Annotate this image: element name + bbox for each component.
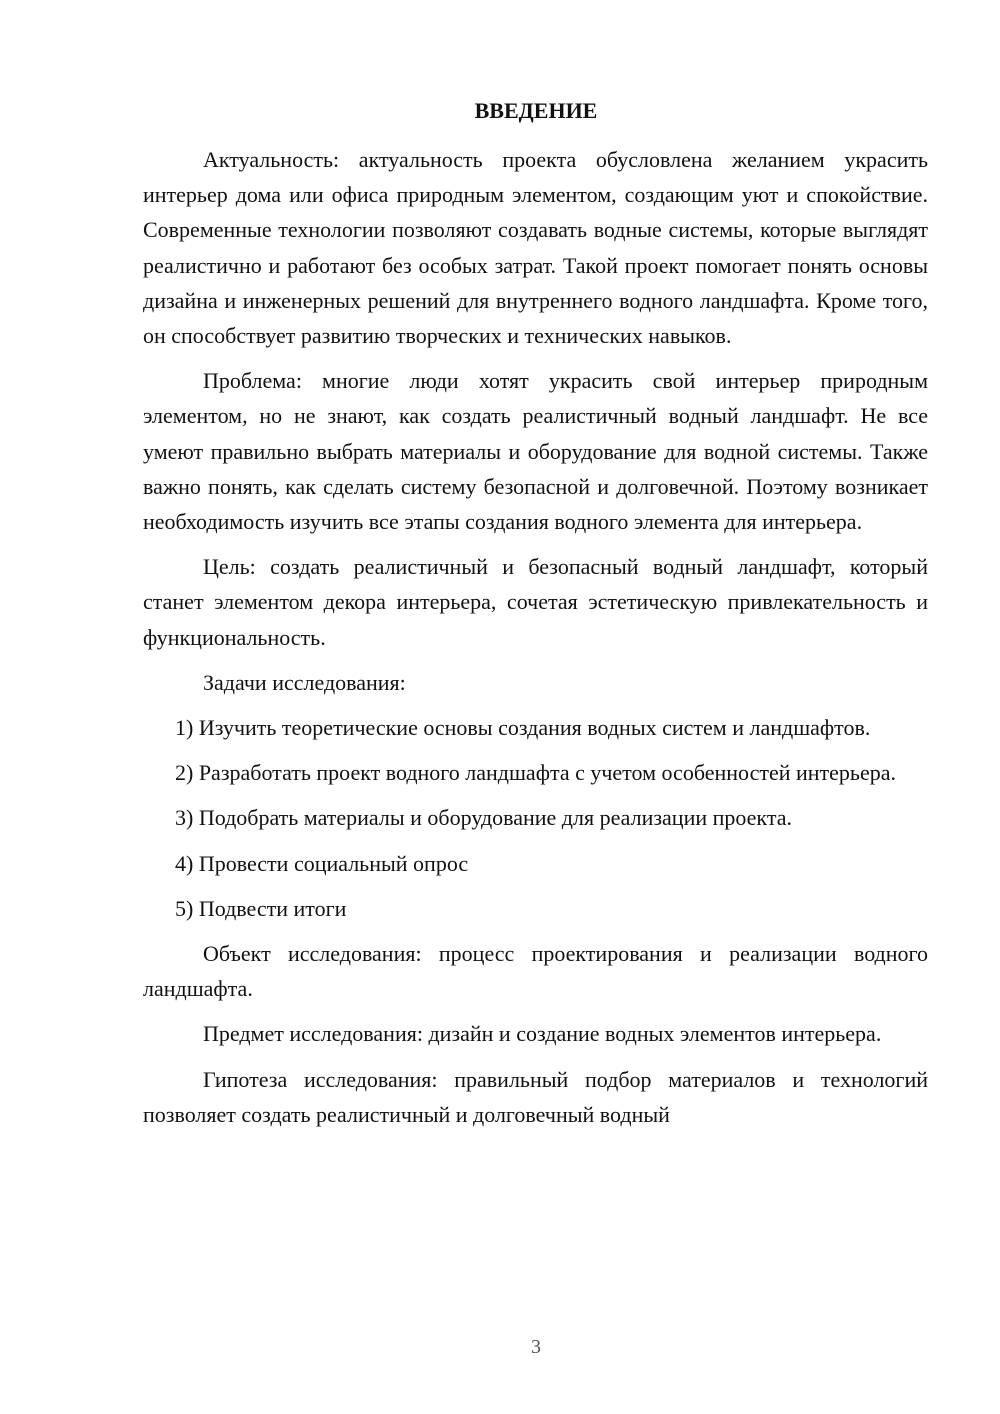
task-item-2: 2) Разработать проект водного ландшафта с учетом особенностей интерьера. <box>175 760 896 786</box>
task-item-5: 5) Подвести итоги <box>175 895 347 921</box>
section-title: ВВЕДЕНИЕ <box>474 98 598 123</box>
paragraph-object: Объект исследования: процесс проектирования и реализации водного ландшафта. <box>143 941 928 1002</box>
task-item-3: 3) Подобрать материалы и оборудование для реализации проекта. <box>175 805 792 831</box>
page-number: 3 <box>531 1336 541 1358</box>
paragraph-problem: Проблема: многие люди хотят украсить свой интерьер природным элементом, но не знают, как создать реалистичный водный ландшафт. Не все умеют правильно выбрать материалы и оборудование для водной системы. Также важно понять, как сделать систему безопасной и долговечной. Поэтому возникает необходимость изучить все этапы создания водного элемента для интерьера. <box>143 368 928 535</box>
document-body <box>143 142 928 1142</box>
task-item-1: 1) Изучить теоретические основы создания водных систем и ландшафтов. <box>175 715 871 741</box>
task-item-4: 4) Провести социальный опрос <box>175 850 469 876</box>
paragraph-tasks-heading: Задачи исследования: <box>203 669 406 695</box>
paragraph-relevance: Актуальность: актуальность проекта обусловлена желанием украсить интерьер дома или офиса природным элементом, создающим уют и спокойствие. Современные технологии позволяют создавать водные системы, которые выглядят реалистично и работают без особых затрат. Такой проект помогает понять основы дизайна и инженерных решений для внутреннего водного ландшафта. Кроме того, он способствует развитию творческих и технических навыков. <box>143 147 928 349</box>
paragraph-goal: Цель: создать реалистичный и безопасный водный ландшафт, который станет элементом декора интерьера, сочетая эстетическую привлекательность и функциональность. <box>143 554 928 650</box>
paragraph-hypothesis: Гипотеза исследования: правильный подбор материалов и технологий позволяет создать реалистичный и долговечный водный <box>143 1066 928 1127</box>
paragraph-subject: Предмет исследования: дизайн и создание водных элементов интерьера. <box>203 1021 882 1047</box>
